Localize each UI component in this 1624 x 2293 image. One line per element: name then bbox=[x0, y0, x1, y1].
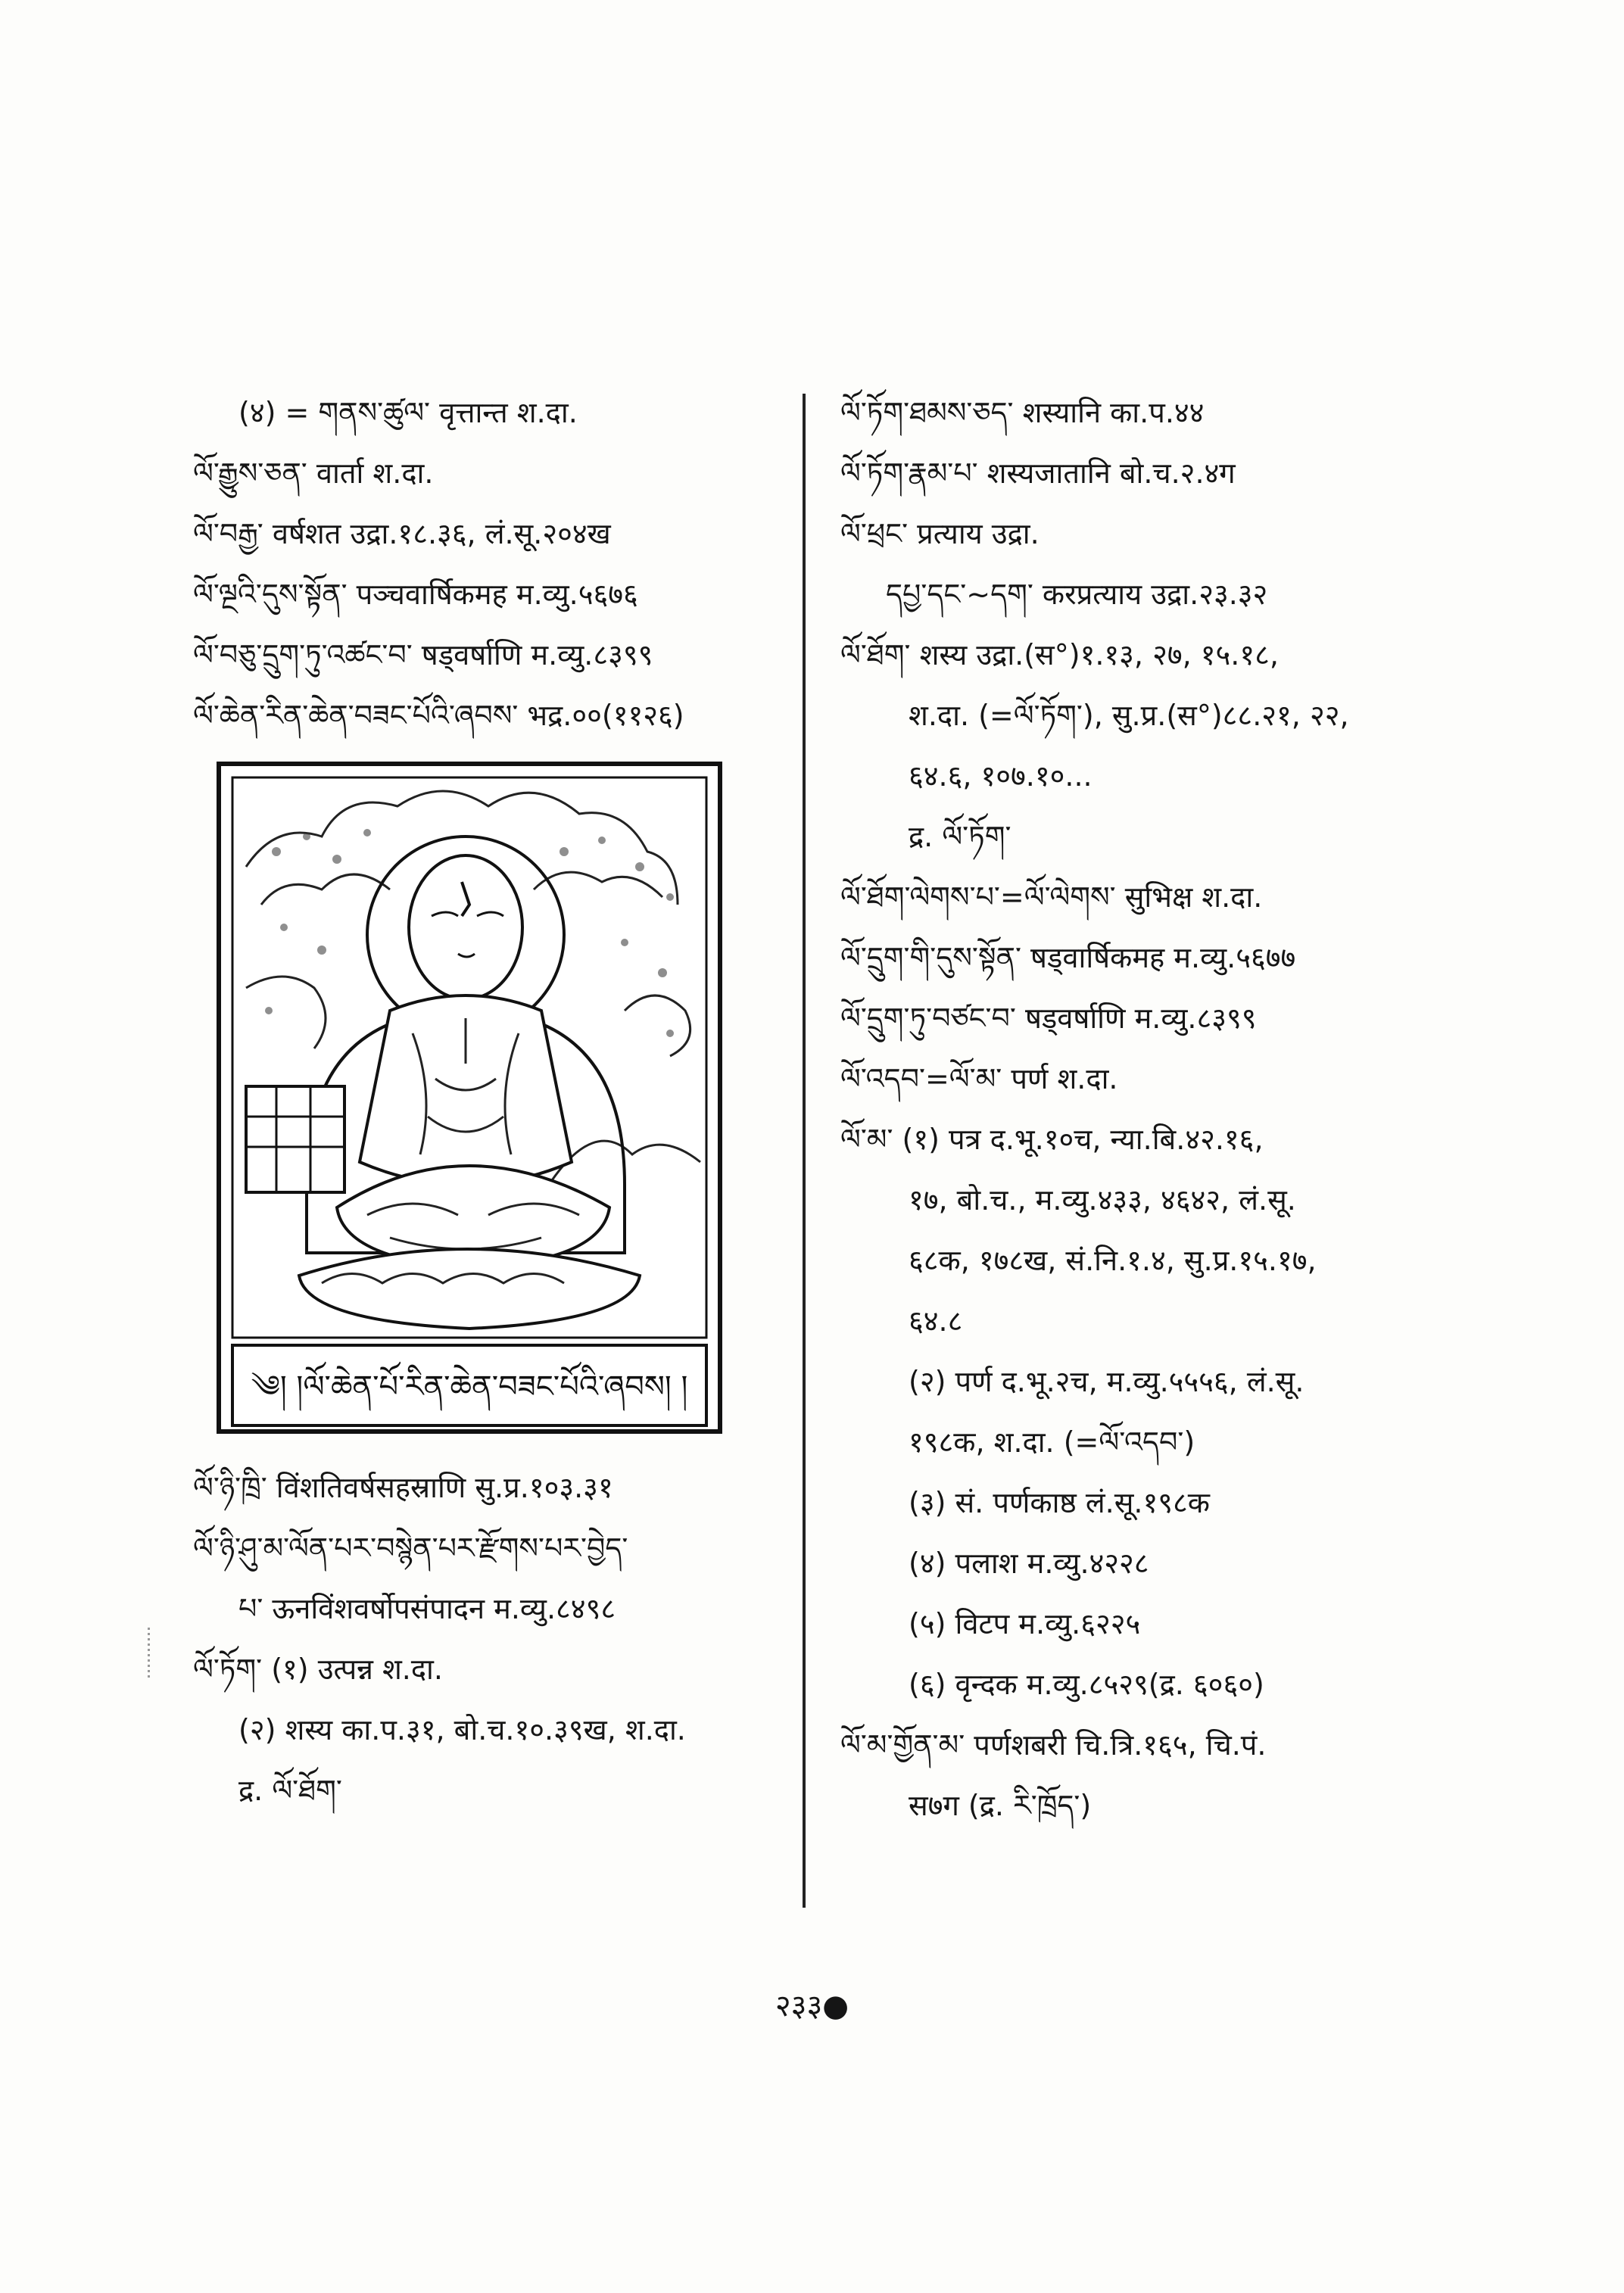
dictionary-entry: द्र. ལོ་ཏོག་ bbox=[909, 820, 1011, 853]
dictionary-entry: ལོ་ཐོག་ལེགས་པ་=ལོ་ལེགས་ सुभिक्ष श.दा. bbox=[840, 880, 1263, 914]
dictionary-entry: ལོ་ལྔའི་དུས་སྟོན་ पञ्चवार्षिकमह म.व्यु.५६७६ bbox=[193, 578, 638, 611]
dictionary-entry: द्र. ལོ་ཐོག་ bbox=[238, 1774, 342, 1807]
dictionary-entry: ལོ་ཏོག་རྣམ་པ་ शस्यजातानि बो.च.२.४ग bbox=[840, 456, 1236, 490]
column-divider bbox=[803, 394, 806, 1908]
page-number-text: २३३ bbox=[775, 1989, 823, 2024]
dictionary-entry: (६) वृन्दक म.व्यु.८५२९(द्र. ६०६०) bbox=[909, 1668, 1264, 1701]
dictionary-entry: ལོ་བརྒྱ་ वर्षशत उद्रा.१८.३६, लं.सू.२०४ख bbox=[193, 517, 611, 550]
dictionary-entry: པ་ ऊनविंशवर्षोपसंपादन म.व्यु.८४९८ bbox=[238, 1592, 616, 1625]
dictionary-entry: (४) = གནས་ཚུལ་ वृत्तान्त श.दा. bbox=[238, 396, 578, 429]
right-entries bbox=[840, 382, 1484, 1836]
dictionary-entry: (४) पलाश म.व्यु.४२२८ bbox=[909, 1547, 1149, 1580]
dictionary-entry: ལོ་ཏོག་ (१) उत्पन्न श.दा. bbox=[193, 1653, 443, 1686]
page-number bbox=[0, 1983, 1624, 2025]
woodblock-illustration bbox=[216, 761, 723, 1435]
left-entries-bottom bbox=[193, 1457, 799, 1821]
dictionary-entry: ལོ་དྲུག་ཏུ་བཙང་བ་ षड्वर्षाणि म.व्यु.८३९९ bbox=[840, 1002, 1257, 1035]
figure-caption: ༄། །ལོ་ཆེན་པོ་རིན་ཆེན་བཟང་པོའི་ཞབས། ། bbox=[251, 1369, 688, 1404]
dictionary-entry: ལོ་འདབ་=ལོ་མ་ पर्ण श.दा. bbox=[840, 1062, 1118, 1095]
dictionary-entry: (२) पर्ण द.भू.२च, म.व्यु.५५५६, लं.सू. bbox=[909, 1365, 1304, 1398]
right-column bbox=[840, 382, 1484, 1836]
left-entries-top bbox=[193, 382, 799, 746]
page-number-dot: ● bbox=[822, 1989, 849, 2024]
dictionary-entry: ६८क, १७८ख, सं.नि.१.४, सु.प्र.१५.१७, bbox=[909, 1244, 1317, 1277]
dictionary-entry: १७, बो.च., म.व्यु.४३३, ४६४२, लं.सू. bbox=[909, 1183, 1296, 1217]
dictionary-entry: (२) शस्य का.प.३१, बो.च.१०.३९ख, श.दा. bbox=[238, 1713, 686, 1746]
dictionary-entry: (५) विटप म.व्यु.६२२५ bbox=[909, 1607, 1141, 1640]
dictionary-entry: ६४.६, १०७.१०... bbox=[909, 759, 1093, 793]
dictionary-entry: स७ग (द्र. རི་ཁྲོད་) bbox=[909, 1789, 1092, 1822]
dictionary-entry: (३) सं. पर्णकाष्ठ लं.सू.१९८क bbox=[909, 1486, 1210, 1519]
dictionary-entry: ६४.८ bbox=[909, 1304, 963, 1338]
dictionary-entry: श.दा. (=ལོ་ཏོག་), सु.प्र.(स°)८८.२१, २२, bbox=[909, 699, 1349, 732]
dictionary-entry: ལོ་ཆེན་རིན་ཆེན་བཟང་པོའི་ཞབས་ भद्र.००(११२६) bbox=[193, 699, 684, 732]
dictionary-entry: ལོ་ཏོག་ཐམས་ཅད་ शस्यानि का.प.४४ bbox=[840, 396, 1205, 429]
dictionary-entry: ལོ་རྒྱུས་ཅན་ वार्ता श.दा. bbox=[193, 456, 434, 490]
dictionary-entry: ལོ་ཐོག་ शस्य उद्रा.(स°)१.१३, २७, १५.१८, bbox=[840, 638, 1279, 671]
dictionary-entry: ལོ་ཕྲང་ प्रत्याय उद्रा. bbox=[840, 517, 1040, 550]
margin-mark bbox=[148, 1628, 150, 1681]
dictionary-entry: དཔྱ་དང་~དག་ करप्रत्याय उद्रा.२३.३२ bbox=[886, 578, 1268, 611]
left-column bbox=[193, 382, 799, 1821]
dictionary-entry: ལོ་ཉི་ཁྲི་ विंशतिवर्षसहस्राणि सु.प्र.१०३.३१ bbox=[193, 1471, 613, 1504]
dictionary-entry: ལོ་བཅུ་དྲུག་ཏུ་འཚང་བ་ षड्वर्षाणि म.व्यु.८३९९ bbox=[193, 638, 653, 671]
lama-portrait-image bbox=[216, 761, 723, 1435]
dictionary-entry: ལོ་དྲུག་གི་དུས་སྟོན་ षड्वार्षिकमह म.व्यु.५६७७ bbox=[840, 941, 1296, 974]
dictionary-entry: ལོ་མ་གྱོན་མ་ पर्णशबरी चि.त्रि.१६५, चि.पं. bbox=[840, 1728, 1267, 1762]
dictionary-entry: ལོ་མ་ (१) पत्र द.भू.१०च, न्या.बि.४२.१६, bbox=[840, 1123, 1264, 1156]
dictionary-entry: १९८क, श.दा. (=ལོ་འདབ་) bbox=[909, 1425, 1195, 1459]
dictionary-entry: ལོ་ཉི་ཤུ་མ་ལོན་པར་བསྙེན་པར་རྫོགས་པར་བྱེད་ bbox=[193, 1531, 628, 1565]
